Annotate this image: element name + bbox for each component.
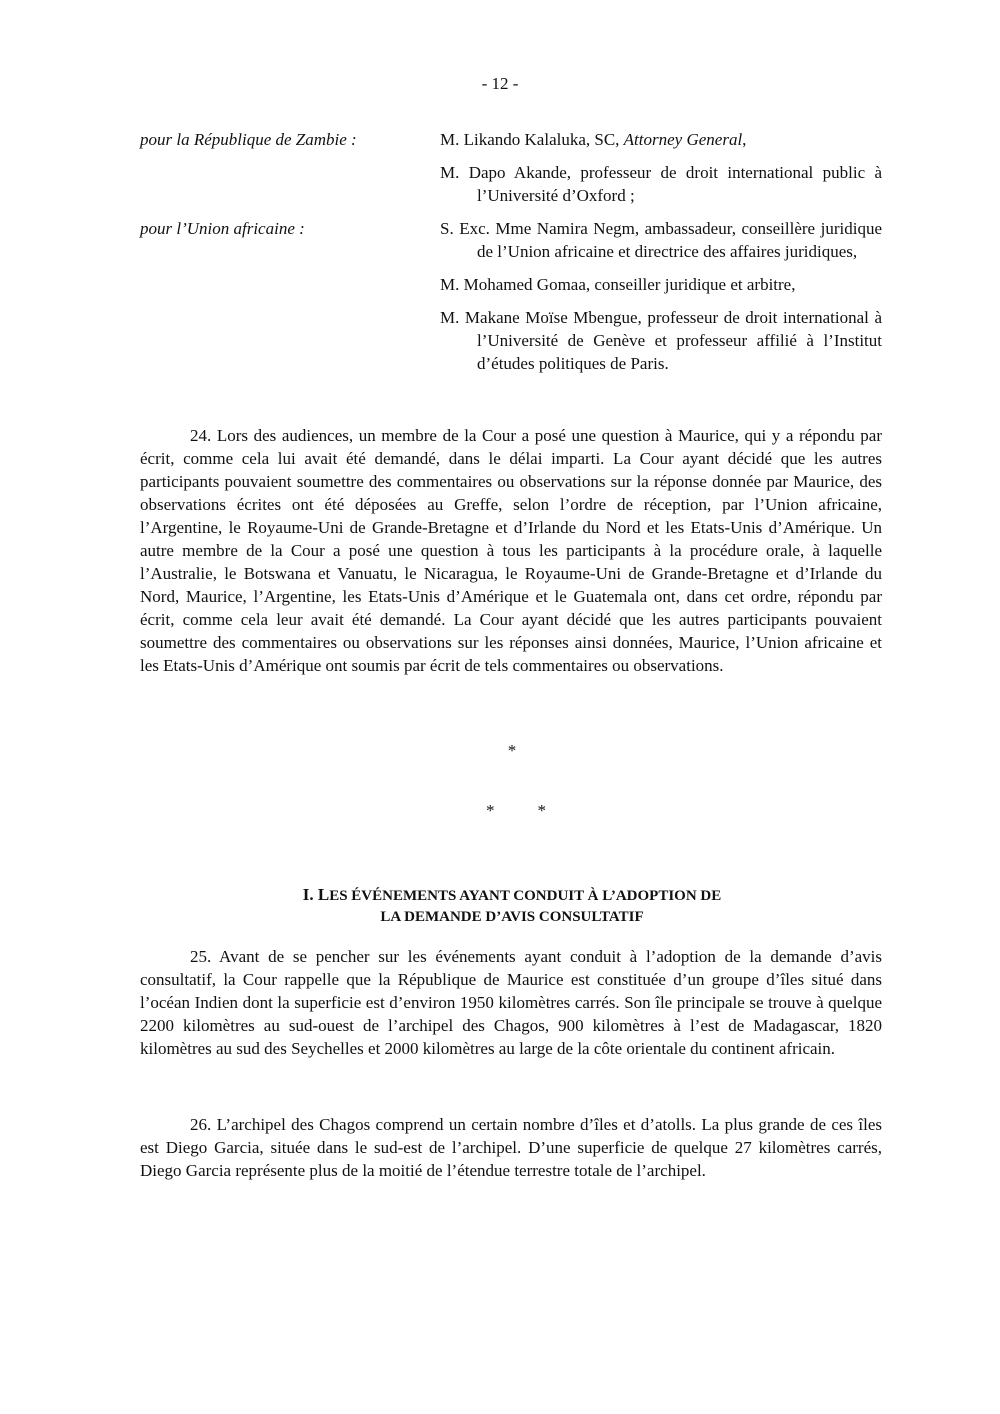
delegate-entry: M. Dapo Akande, professeur de droit international public à l’Université d’Oxford ; xyxy=(440,163,882,205)
section-heading-line-2: LA DEMANDE D’AVIS CONSULTATIF xyxy=(380,909,644,925)
page-number: - 12 - xyxy=(481,74,519,93)
separator-asterisk-left: * xyxy=(486,801,495,820)
delegate-entry: M. Makane Moïse Mbengue, professeur de droit international à l’Université de Genève et professeur affilié à l’Institut d’études politiques de Paris. xyxy=(440,308,882,373)
delegate-entry xyxy=(440,128,882,151)
delegation-list xyxy=(140,128,882,385)
separator-asterisk-top: * xyxy=(507,741,517,760)
delegation-zambia xyxy=(140,128,882,207)
delegation-african-union xyxy=(140,217,882,375)
delegate-name: M. Likando Kalaluka, SC, xyxy=(440,130,624,149)
section-heading-rest: ES ÉVÉNEMENTS AYANT CONDUIT À L’ADOPTION DE xyxy=(329,888,722,904)
delegate-suffix: , xyxy=(742,130,747,149)
paragraph-25: 25. Avant de se pencher sur les événements ayant conduit à l’adoption de la demande d’avis consultatif, la Cour rappelle que la République de Maurice est constituée d’un groupe d’îles situé dans l’océan Indien dont la superficie est d’environ 1950 kilomètres carrés. Son île principale se trouve à quelque 2200 kilomètres au sud-ouest de l’archipel des Chagos, 900 kilomètres à l’est de Madagascar, 1820 kilomètres au sud des Seychelles et 2000 kilomètres au large de la côte orientale du continent africain. xyxy=(140,947,882,1058)
delegate-title: Attorney General xyxy=(623,130,743,149)
delegate-entry: S. Exc. Mme Namira Negm, ambassadeur, conseillère juridique de l’Union africaine et directrice des affaires juridiques, xyxy=(440,219,882,261)
section-heading-line-1 xyxy=(0,884,1000,907)
delegation-members xyxy=(440,128,882,207)
section-heading xyxy=(0,884,1000,928)
delegation-label: pour la République de Zambie : xyxy=(140,130,357,149)
paragraph-26: 26. L’archipel des Chagos comprend un certain nombre d’îles et d’atolls. La plus grande de ces îles est Diego Garcia, située dans le sud-est de l’archipel. D’une superficie de quelque 27 kilomètres carrés, Diego Garcia représente plus de la moitié de l’étendue terrestre totale de l’archipel. xyxy=(140,1115,882,1180)
delegate-entry: M. Mohamed Gomaa, conseiller juridique et arbitre, xyxy=(440,275,796,294)
separator-asterisks-bottom xyxy=(486,799,546,822)
delegation-members xyxy=(440,217,882,375)
section-heading-lead: I. L xyxy=(302,885,330,904)
paragraph-24: 24. Lors des audiences, un membre de la Cour a posé une question à Maurice, qui y a répondu par écrit, comme cela lui avait été demandé, dans le délai imparti. La Cour ayant décidé que les autres participants pouvaient soumettre des commentaires ou observations sur la réponse donnée par Maurice, des observations écrites ont été déposées au Greffe, selon l’ordre de réception, par l’Union africaine, l’Argentine, le Royaume-Uni de Grande-Bretagne et d’Irlande du Nord et les Etats-Unis d’Amérique. Un autre membre de la Cour a posé une question à tous les participants à la procédure orale, à laquelle l’Australie, le Botswana et Vanuatu, le Nicaragua, le Royaume-Uni de Grande-Bretagne et d’Irlande du Nord, Maurice, l’Argentine, les Etats-Unis d’Amérique et le Guatemala ont, dans cet ordre, répondu par écrit, comme cela leur avait été demandé. La Cour ayant décidé que les autres participants pouvaient soumettre des commentaires ou observations sur les réponses ainsi données, Maurice, l’Union africaine et les Etats-Unis d’Amérique ont soumis par écrit de tels commentaires ou observations. xyxy=(140,426,882,675)
separator-asterisk-right: * xyxy=(537,801,546,820)
delegation-label: pour l’Union africaine : xyxy=(140,219,305,238)
